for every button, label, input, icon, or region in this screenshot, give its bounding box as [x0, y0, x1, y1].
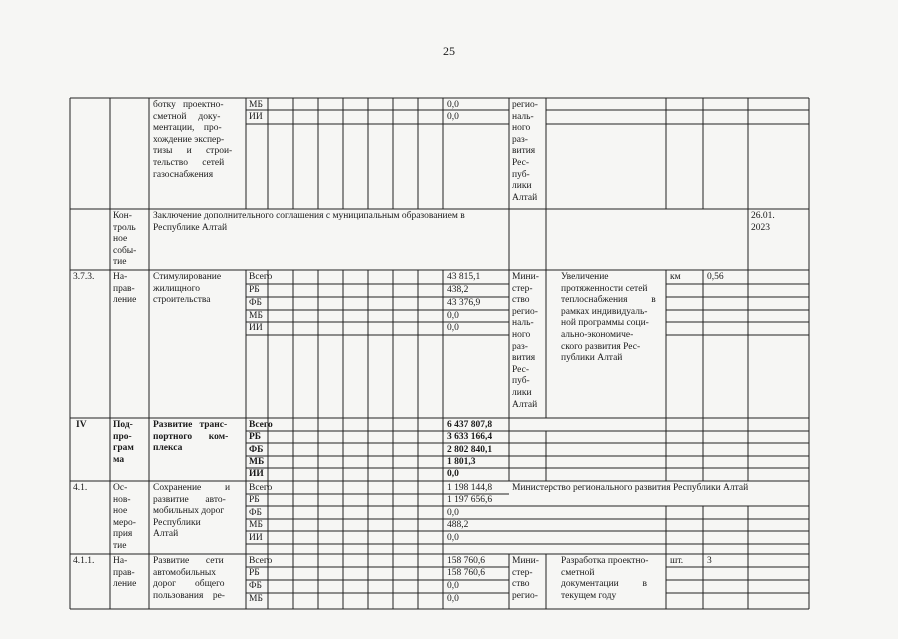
- num-411: 4.1.1.: [73, 556, 95, 566]
- src-ii: ИИ: [249, 112, 263, 122]
- src-373-1: РБ: [249, 285, 260, 295]
- src-iv-0: Всего: [249, 420, 273, 430]
- unit-411: шт.: [670, 556, 684, 566]
- src-411-2: ФБ: [249, 581, 262, 591]
- type-41: Ос- нов- ное меро- прия тие: [113, 483, 136, 551]
- desc-iv: Развитие транс- портного ком- плекса: [153, 420, 229, 454]
- amt-373-3: 0,0: [447, 311, 459, 321]
- amt-411-0: 158 760,6: [447, 556, 485, 566]
- src-373-0: Всего: [249, 272, 273, 282]
- amt-iv-4: 0,0: [447, 469, 459, 479]
- amt-373-0: 43 815,1: [447, 272, 481, 282]
- desc-373: Стимулирование жилищного строительства: [153, 272, 222, 306]
- src-iv-4: ИИ: [249, 469, 264, 479]
- src-41-0: Всего: [249, 483, 273, 493]
- num-iv: IV: [76, 420, 87, 430]
- src-411-1: РБ: [249, 568, 260, 578]
- amt-iv-1: 3 633 166,4: [447, 432, 493, 442]
- type-373: На- прав- ление: [113, 272, 137, 306]
- value-411: 3: [707, 556, 712, 566]
- src-iv-3: МБ: [249, 457, 265, 467]
- num-41: 4.1.: [73, 483, 88, 493]
- amt-mb: 0,0: [447, 100, 459, 110]
- unit-373: км: [670, 272, 681, 282]
- resp-373: Мини- стер- ство регио- наль- ного раз- вития Рес- пуб- лики Алтай: [512, 272, 539, 410]
- src-373-2: ФБ: [249, 298, 262, 308]
- control-label: Кон- троль ное собы- тие: [113, 211, 137, 268]
- desc-41: Сохранение и развитие авто- мобильных дорог Республики Алтай: [153, 483, 231, 540]
- amt-411-1: 158 760,6: [447, 568, 485, 578]
- resp-block1: регио- наль- ного раз- вития Рес- пуб- лики Алтай: [512, 100, 538, 203]
- amt-41-4: 0,0: [447, 533, 459, 543]
- src-mb: МБ: [249, 100, 263, 110]
- src-411-3: МБ: [249, 594, 263, 604]
- src-41-1: РБ: [249, 495, 260, 505]
- src-373-3: МБ: [249, 311, 263, 321]
- amt-411-3: 0,0: [447, 594, 459, 604]
- control-text: Заключение дополнительного соглашения с муниципальным образованием в Республике Алтай: [153, 211, 465, 233]
- amt-iv-0: 6 437 807,8: [447, 420, 493, 430]
- page-number: 25: [443, 44, 455, 58]
- src-373-4: ИИ: [249, 323, 263, 333]
- src-iv-1: РБ: [249, 432, 262, 442]
- src-411-0: Всего: [249, 556, 273, 566]
- result-373: Увеличение протяженности сетей теплоснабжения в рамках индивидуаль- ной программы соци- ально-экономиче- ского развития Рес- публики Алтай: [561, 272, 656, 364]
- num-373: 3.7.3.: [73, 272, 95, 282]
- result-411: Разработка проектно- сметной документации в текущем году: [561, 556, 649, 601]
- src-iv-2: ФБ: [249, 445, 264, 455]
- amt-iv-3: 1 801,3: [447, 457, 476, 467]
- amt-373-2: 43 376,9: [447, 298, 481, 308]
- desc-411: Развитие сети автомобильных дорог общего пользования ре-: [153, 556, 225, 601]
- src-41-3: МБ: [249, 520, 263, 530]
- resp-411: Мини- стер- ство регио-: [512, 556, 539, 601]
- value-373: 0,56: [707, 272, 724, 282]
- amt-ii: 0,0: [447, 112, 459, 122]
- resp-41: Министерство регионального развития Республики Алтай: [512, 483, 749, 493]
- amt-41-2: 0,0: [447, 508, 459, 518]
- type-411: На- прав- ление: [113, 556, 137, 590]
- amt-41-3: 488,2: [447, 520, 469, 530]
- amt-373-1: 438,2: [447, 285, 469, 295]
- src-41-4: ИИ: [249, 533, 263, 543]
- amt-411-2: 0,0: [447, 581, 459, 591]
- amt-41-1: 1 197 656,6: [447, 495, 493, 505]
- amt-41-0: 1 198 144,8: [447, 483, 493, 493]
- desc-block1: ботку проектно- сметной доку- ментации, про- хождение экспер- тизы и строи- тельство сетей газоснабжения: [153, 100, 233, 180]
- type-iv: Под- про- грам ма: [113, 420, 134, 465]
- control-date: 26.01. 2023: [751, 211, 775, 233]
- src-41-2: ФБ: [249, 508, 262, 518]
- amt-iv-2: 2 802 840,1: [447, 445, 493, 455]
- amt-373-4: 0,0: [447, 323, 459, 333]
